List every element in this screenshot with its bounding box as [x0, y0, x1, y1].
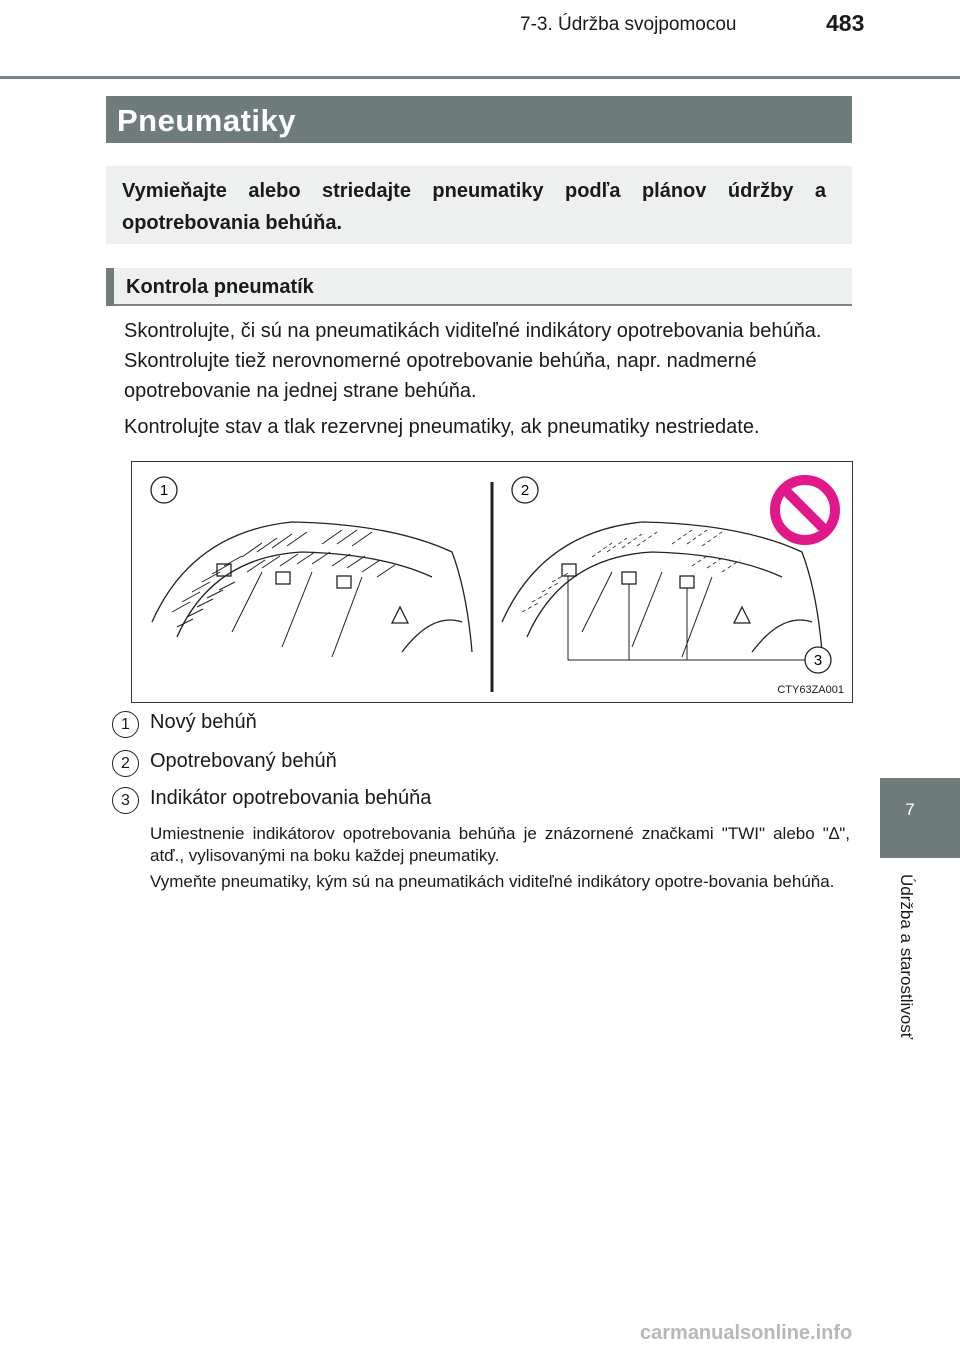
intro-box	[106, 166, 852, 244]
tire-illustration	[131, 461, 853, 703]
svg-text:3: 3	[813, 652, 823, 669]
legend-number: 3	[112, 787, 139, 814]
header-section: 7-3. Údržba svojpomocou	[520, 14, 737, 35]
chapter-tab	[880, 778, 960, 858]
paragraph: Kontrolujte stav a tlak rezervnej pneumatiky, ak pneumatiky nestriedate.	[124, 416, 760, 438]
legend-label: Opotrebovaný behúň	[150, 750, 337, 772]
chapter-number: 7	[905, 800, 915, 819]
chapter-label: Údržba a starostlivosť	[897, 874, 916, 1040]
svg-text:2: 2	[520, 482, 530, 499]
page-title: Pneumatiky	[117, 103, 297, 138]
header-rule	[0, 76, 960, 79]
tire-drawing	[132, 462, 852, 702]
watermark: carmanualsonline.info	[640, 1322, 853, 1344]
prohibition-icon	[775, 480, 835, 540]
subheading: Kontrola pneumatík	[126, 276, 314, 298]
worn-tread-tire	[502, 522, 822, 660]
legend-label: Indikátor opotrebovania behúňa	[150, 787, 432, 809]
legend-number: 2	[112, 750, 139, 777]
subheading-accent	[106, 268, 114, 306]
note-text: Umiestnenie indikátorov opotrebovania behúňa je znázornené značkami "TWI" alebo "∆", atď., vylisovanými na boku každej pneumatiky.	[150, 824, 850, 865]
legend-label: Nový behúň	[150, 711, 257, 733]
callout-3	[805, 647, 831, 673]
callout-2	[512, 477, 538, 503]
page-number: 483	[826, 10, 865, 36]
svg-text:1: 1	[159, 482, 169, 499]
callout-1	[151, 477, 177, 503]
intro-text: Vymieňajte alebo striedajte pneumatiky podľa plánov údržby a opotrebovania behúňa.	[122, 180, 826, 234]
subheading-bar	[106, 268, 852, 306]
title-bar	[106, 96, 852, 143]
note-text: Vymeňte pneumatiky, kým sú na pneumatikách viditeľné indikátory opotre-bovania behúňa.	[150, 872, 835, 891]
paragraph: Skontrolujte, či sú na pneumatikách viditeľné indikátory opotrebovania behúňa. Skontrolujte tiež nerovnomerné opotrebovanie behúňa, napr. nadmerné opotrebovanie na jednej strane behúňa.	[124, 320, 822, 402]
new-tread-tire	[152, 522, 472, 657]
figure-code: CTY63ZA001	[777, 684, 844, 696]
legend-number: 1	[112, 711, 139, 738]
